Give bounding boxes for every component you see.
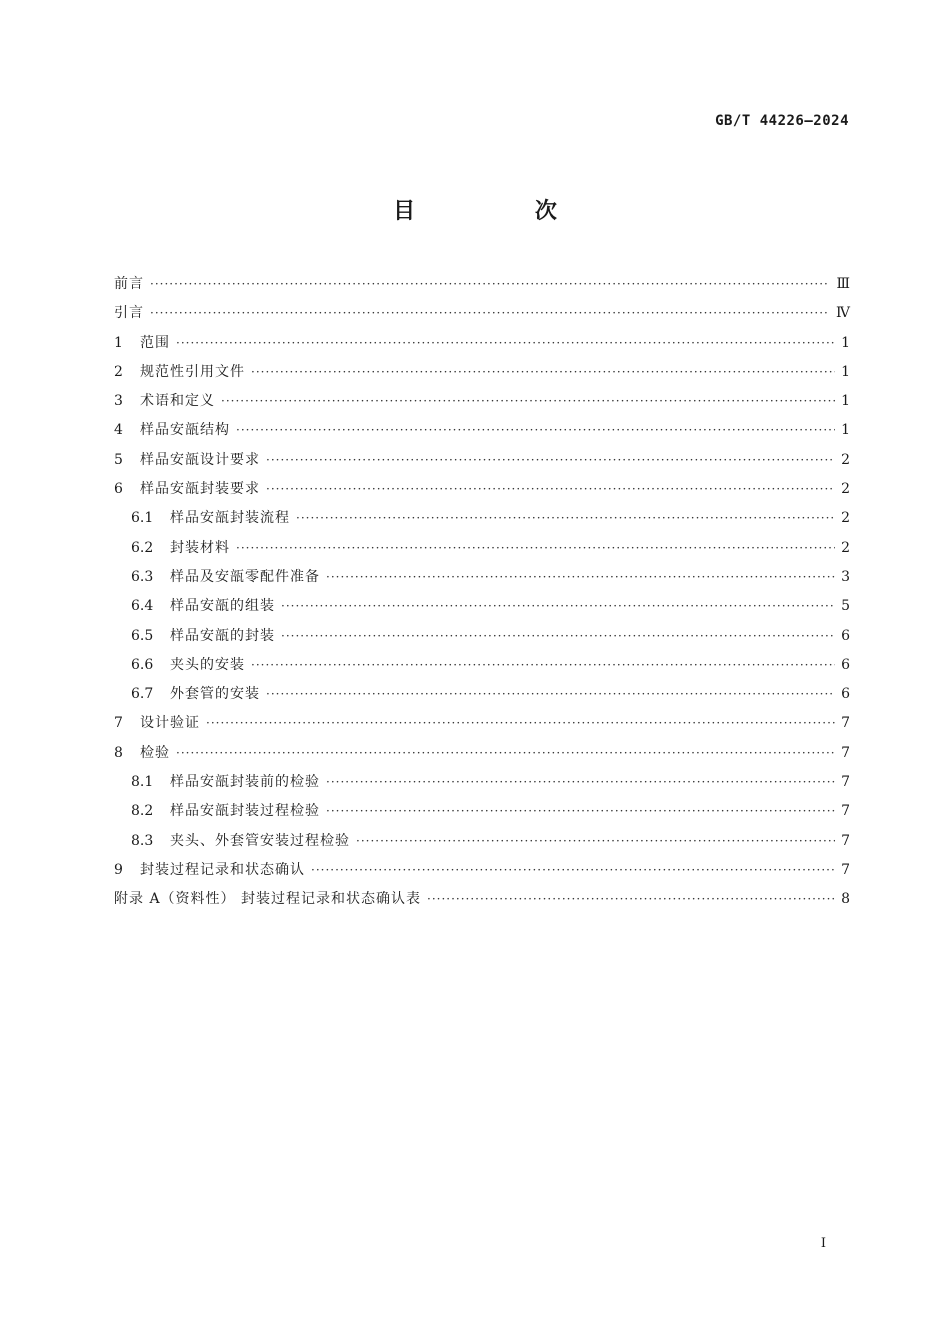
page-title: 目 次 — [393, 199, 613, 224]
dot-leader — [176, 739, 835, 768]
toc-entry[interactable] — [114, 856, 850, 885]
dot-leader — [281, 592, 835, 621]
toc-entry[interactable] — [114, 797, 850, 826]
toc-entry-label: 外套管的安装 — [170, 686, 260, 703]
toc-entry-number: 6.7 — [131, 686, 154, 703]
toc-entry-page: 2 — [841, 481, 850, 498]
toc-entry-number: 6.6 — [131, 656, 154, 673]
toc-entry-page: 1 — [841, 422, 850, 439]
toc-entry[interactable] — [114, 709, 850, 738]
dot-leader — [326, 797, 835, 826]
dot-leader — [266, 446, 835, 475]
dot-leader — [176, 329, 835, 358]
dot-leader — [221, 387, 835, 416]
toc-entry-page: 7 — [841, 803, 850, 820]
dot-leader — [266, 680, 835, 709]
toc-entry[interactable] — [114, 768, 850, 797]
toc-entry-page: 5 — [841, 598, 850, 615]
toc-entry[interactable] — [114, 299, 850, 328]
toc-entry-label: 样品安瓿封装要求 — [140, 481, 260, 498]
toc-entry-label: 样品安瓿的封装 — [170, 627, 275, 644]
toc-entry-page: 7 — [841, 832, 850, 849]
toc-entry-label: 样品安瓿封装前的检验 — [170, 774, 320, 791]
toc-entry-page: 1 — [841, 363, 850, 380]
toc-entry-number: 8.2 — [131, 803, 154, 820]
toc-entry-number: 8 — [114, 744, 123, 761]
dot-leader — [236, 534, 835, 563]
toc-entry[interactable] — [114, 680, 850, 709]
toc-entry-label: 样品安瓿封装流程 — [170, 510, 290, 527]
toc-entry-label: 封装材料 — [170, 539, 230, 556]
toc-entry-page: 6 — [841, 627, 850, 644]
toc-entry[interactable] — [114, 387, 850, 416]
toc-entry[interactable] — [114, 270, 850, 299]
toc-entry-page: 7 — [841, 861, 850, 878]
toc-entry-number: 6.3 — [131, 568, 154, 585]
toc-entry[interactable] — [114, 446, 850, 475]
toc-entry-label: 样品安瓿封装过程检验 — [170, 803, 320, 820]
dot-leader — [266, 475, 835, 504]
dot-leader — [427, 885, 835, 914]
toc-entry-number: 5 — [114, 451, 123, 468]
toc-entry-number: 6.2 — [131, 539, 154, 556]
dot-leader — [326, 563, 835, 592]
dot-leader — [251, 358, 835, 387]
dot-leader — [311, 856, 835, 885]
toc-entry-label: 引言 — [114, 305, 144, 322]
toc-entry-number: 2 — [114, 363, 123, 380]
toc-entry-page: 2 — [841, 510, 850, 527]
toc-entry-label: 夹头的安装 — [170, 656, 245, 673]
standard-code: GB/T 44226—2024 — [715, 113, 849, 129]
dot-leader — [356, 827, 835, 856]
toc-entry[interactable] — [114, 592, 850, 621]
toc-entry-page: 7 — [841, 715, 850, 732]
toc-entry-number: 9 — [114, 861, 123, 878]
dot-leader — [150, 299, 830, 328]
dot-leader — [326, 768, 835, 797]
toc-entry-label: 附录 A（资料性） 封装过程记录和状态确认表 — [114, 891, 422, 908]
toc-entry-page: 7 — [841, 744, 850, 761]
toc-entry-label: 样品安瓿的组装 — [170, 598, 275, 615]
toc-entry-label: 样品及安瓿零配件准备 — [170, 568, 320, 585]
toc-entry-label: 规范性引用文件 — [140, 363, 245, 380]
toc-entry-number: 6.1 — [131, 510, 154, 527]
toc-entry-label: 设计验证 — [140, 715, 200, 732]
toc-entry-number: 7 — [114, 715, 123, 732]
toc-entry-label: 样品安瓿设计要求 — [140, 451, 260, 468]
dot-leader — [206, 709, 835, 738]
toc-entry-label: 样品安瓿结构 — [140, 422, 230, 439]
dot-leader — [281, 622, 835, 651]
toc-entry[interactable] — [114, 329, 850, 358]
toc-entry-page: 1 — [841, 334, 850, 351]
dot-leader — [150, 270, 830, 299]
toc-entry-page: 7 — [841, 774, 850, 791]
toc-entry-number: 3 — [114, 393, 123, 410]
toc-entry-page: 6 — [841, 656, 850, 673]
toc-entry-label: 检验 — [140, 744, 170, 761]
page-number: Ⅰ — [820, 1236, 826, 1251]
toc-entry-page: 6 — [841, 686, 850, 703]
toc-entry-label: 术语和定义 — [140, 393, 215, 410]
toc-entry-page: 2 — [841, 539, 850, 556]
toc-entry-page: 2 — [841, 451, 850, 468]
toc-entry[interactable] — [114, 504, 850, 533]
toc-entry-number: 6 — [114, 481, 123, 498]
toc-entry-page: Ⅲ — [836, 276, 850, 292]
dot-leader — [251, 651, 835, 680]
toc-entry[interactable] — [114, 475, 850, 504]
table-of-contents — [114, 270, 850, 915]
toc-entry[interactable] — [114, 651, 850, 680]
toc-entry-number: 1 — [114, 334, 123, 351]
toc-entry-number: 8.3 — [131, 832, 154, 849]
toc-entry-label: 范围 — [140, 334, 170, 351]
toc-entry-number: 8.1 — [131, 774, 154, 791]
toc-entry-page: 8 — [841, 891, 850, 908]
toc-entry-label: 封装过程记录和状态确认 — [140, 861, 305, 878]
toc-entry[interactable] — [114, 827, 850, 856]
toc-entry[interactable] — [114, 416, 850, 445]
toc-entry-number: 6.5 — [131, 627, 154, 644]
toc-entry-page: Ⅳ — [836, 305, 850, 322]
toc-entry-label: 夹头、外套管安装过程检验 — [170, 832, 350, 849]
toc-entry[interactable] — [114, 563, 850, 592]
toc-entry[interactable] — [114, 885, 850, 914]
toc-entry-page: 3 — [841, 568, 850, 585]
toc-entry[interactable] — [114, 358, 850, 387]
toc-entry[interactable] — [114, 739, 850, 768]
dot-leader — [236, 416, 835, 445]
toc-entry-label: 前言 — [114, 276, 144, 292]
toc-entry-page: 1 — [841, 393, 850, 410]
toc-entry-number: 6.4 — [131, 598, 154, 615]
dot-leader — [296, 504, 835, 533]
toc-entry[interactable] — [114, 534, 850, 563]
toc-entry[interactable] — [114, 622, 850, 651]
toc-entry-number: 4 — [114, 422, 123, 439]
